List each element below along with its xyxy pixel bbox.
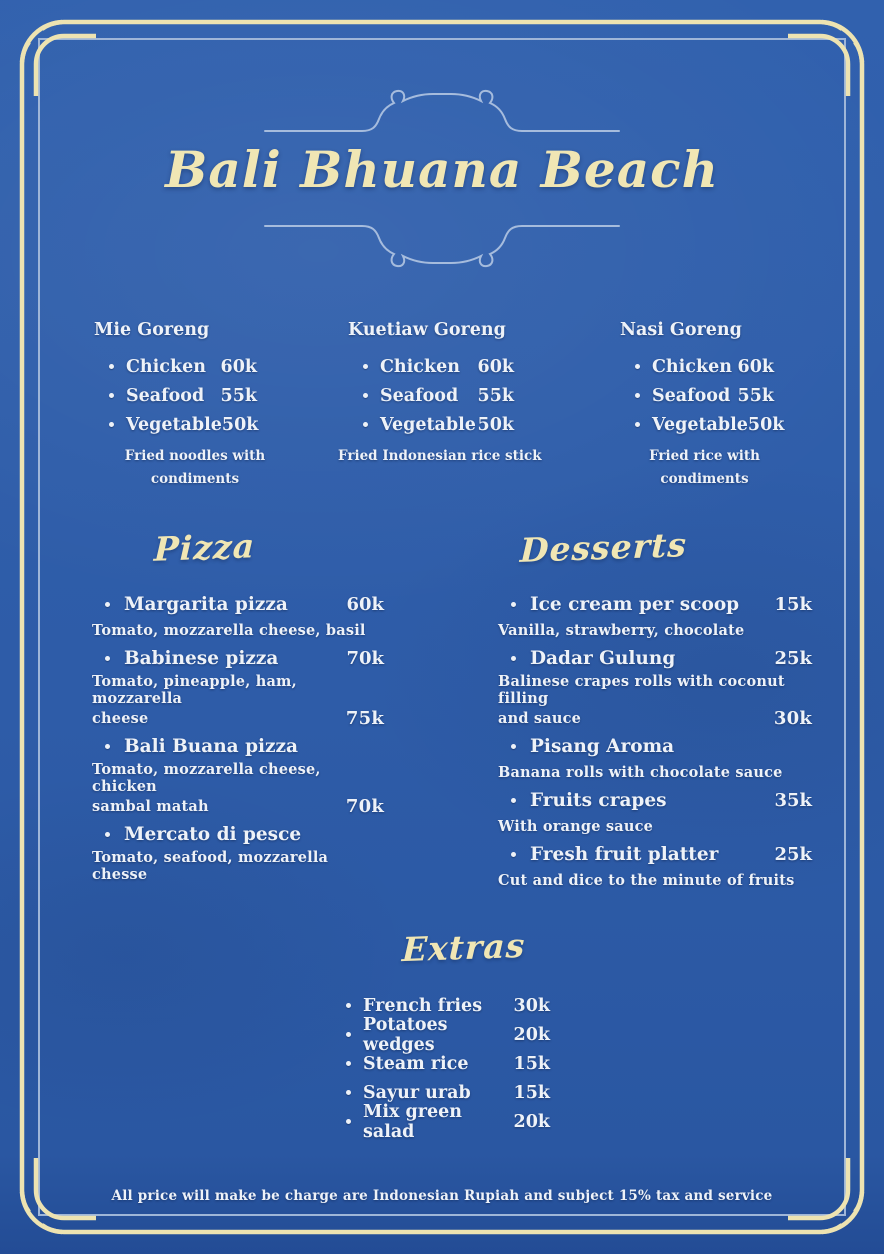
bullet-dot-icon	[105, 602, 110, 607]
item-text: cheese	[92, 709, 149, 727]
item-price: 70k	[345, 795, 384, 817]
bullet-dot-icon	[511, 656, 516, 661]
menu-item-row	[330, 1049, 550, 1078]
bullet-dot-icon	[363, 393, 368, 398]
section-header: Extras	[401, 925, 527, 970]
item-name: Vegetable	[126, 414, 222, 435]
section-pizza	[92, 528, 384, 883]
bullet-dot-icon	[511, 602, 516, 607]
item-text: Banana rolls with chocolate sauce	[498, 763, 783, 781]
item-name: Sayur urab	[363, 1082, 471, 1103]
menu-row	[92, 819, 384, 849]
item-name: Chicken	[126, 356, 206, 377]
item-price: 55k	[737, 385, 774, 406]
item-name: Chicken	[652, 356, 732, 377]
section-header: Desserts	[519, 525, 688, 570]
item-text: Tomato, mozzarella cheese, chicken	[92, 761, 321, 795]
footer-note: All price will make be charge are Indonesian Rupiah and subject 15% tax and service	[111, 1188, 773, 1204]
item-text: Mercato di pesce	[124, 823, 302, 845]
item-text: Tomato, mozzarella cheese, basil	[92, 621, 366, 639]
item-list	[348, 352, 514, 439]
item-price: 55k	[220, 385, 257, 406]
menu-row	[92, 707, 384, 729]
item-text: With orange sauce	[498, 817, 654, 835]
item-list	[498, 589, 812, 891]
section-nasi-goreng	[620, 320, 785, 491]
bullet-dot-icon	[346, 1003, 351, 1008]
menu-item-row	[330, 1014, 550, 1055]
section-caption: Fried noodles with condiments	[124, 448, 266, 487]
item-name: Chicken	[380, 356, 460, 377]
item-name: Seafood	[126, 385, 205, 406]
item-price: 60k	[220, 356, 257, 377]
menu-item-row	[620, 381, 774, 410]
menu-row	[498, 707, 812, 729]
bullet-dot-icon	[346, 1061, 351, 1066]
item-name: Potatoes wedges	[363, 1014, 448, 1055]
menu-row	[498, 815, 812, 837]
section-caption: Fried rice with condiments	[649, 448, 760, 487]
menu-row	[92, 849, 384, 883]
bullet-dot-icon	[105, 832, 110, 837]
menu-item-row	[620, 352, 774, 381]
section-header: Nasi Goreng	[620, 320, 742, 340]
item-name: Steam rice	[363, 1053, 469, 1074]
menu-row	[498, 761, 812, 783]
item-name: Mix green salad	[363, 1101, 462, 1142]
menu-row	[92, 673, 384, 707]
item-price: 15k	[513, 1053, 550, 1074]
item-price: 50k	[477, 414, 514, 435]
bullet-dot-icon	[511, 852, 516, 857]
section-kuetiaw-goreng	[338, 320, 542, 468]
item-list	[620, 352, 785, 439]
bullet-dot-icon	[346, 1119, 351, 1124]
item-name: Seafood	[380, 385, 459, 406]
item-text: Balinese crapes rolls with coconut filling	[498, 673, 785, 707]
menu-item-row	[330, 1101, 550, 1142]
menu-row	[92, 589, 384, 619]
item-text: Ice cream per scoop	[530, 593, 740, 615]
item-price: 55k	[477, 385, 514, 406]
menu-row	[92, 761, 384, 795]
bullet-dot-icon	[105, 744, 110, 749]
item-name: Vegetable	[652, 414, 748, 435]
item-text: Vanilla, strawberry, chocolate	[498, 621, 745, 639]
menu-row	[498, 673, 812, 707]
bullet-dot-icon	[346, 1032, 351, 1037]
menu-row	[92, 643, 384, 673]
item-text: Tomato, seafood, mozzarella chesse	[92, 849, 329, 883]
section-mie-goreng	[94, 320, 266, 491]
menu-row	[92, 795, 384, 817]
menu-row	[498, 785, 812, 815]
item-list	[92, 589, 384, 883]
item-price: 60k	[477, 356, 514, 377]
bullet-dot-icon	[109, 364, 114, 369]
menu-row	[92, 619, 384, 641]
item-price: 25k	[774, 647, 812, 669]
menu-item-row	[94, 410, 257, 439]
menu-item-row	[94, 381, 257, 410]
menu-item-row	[348, 381, 514, 410]
bullet-dot-icon	[109, 393, 114, 398]
menu-item-row	[348, 410, 514, 439]
section-header: Mie Goreng	[94, 320, 210, 340]
item-price: 50k	[221, 414, 259, 435]
item-price: 60k	[737, 356, 774, 377]
bullet-dot-icon	[635, 393, 640, 398]
item-text: Fruits crapes	[530, 789, 667, 811]
item-list	[94, 352, 257, 439]
item-price: 75k	[345, 707, 384, 729]
item-name: French fries	[363, 995, 483, 1016]
item-text: Tomato, pineapple, ham, mozzarella	[92, 673, 297, 707]
menu-row	[498, 731, 812, 761]
bullet-dot-icon	[635, 364, 640, 369]
item-price: 70k	[346, 647, 384, 669]
page-title: Bali Bhuana Beach	[165, 140, 719, 199]
item-text: Babinese pizza	[124, 647, 279, 669]
item-price: 20k	[513, 1111, 550, 1132]
section-header: Pizza	[153, 526, 256, 569]
item-text: Dadar Gulung	[530, 647, 676, 669]
item-text: Cut and dice to the minute of fruits	[498, 871, 795, 889]
item-price: 15k	[774, 593, 812, 615]
menu-row	[498, 869, 812, 891]
item-price: 50k	[747, 414, 785, 435]
section-extras	[330, 925, 550, 1142]
item-list	[330, 991, 550, 1142]
item-price: 30k	[513, 995, 550, 1016]
item-text: Bali Buana pizza	[124, 735, 299, 757]
bullet-dot-icon	[363, 364, 368, 369]
item-price: 30k	[773, 707, 812, 729]
item-name: Vegetable	[380, 414, 476, 435]
bullet-dot-icon	[511, 798, 516, 803]
menu-row	[498, 619, 812, 641]
item-text: Pisang Aroma	[530, 735, 675, 757]
menu-item-row	[620, 410, 785, 439]
menu-item-row	[348, 352, 514, 381]
menu-row	[92, 731, 384, 761]
section-header: Kuetiaw Goreng	[348, 320, 506, 340]
item-text: Margarita pizza	[124, 593, 288, 615]
menu-row	[498, 839, 812, 869]
section-caption: Fried Indonesian rice stick	[338, 448, 542, 464]
bullet-dot-icon	[105, 656, 110, 661]
item-price: 20k	[513, 1024, 550, 1045]
item-text: and sauce	[498, 709, 582, 727]
section-desserts	[498, 525, 812, 891]
bullet-dot-icon	[635, 422, 640, 427]
item-text: Fresh fruit platter	[530, 843, 719, 865]
bullet-dot-icon	[511, 744, 516, 749]
menu-item-row	[94, 352, 257, 381]
bullet-dot-icon	[363, 422, 368, 427]
item-price: 60k	[346, 593, 384, 615]
bullet-dot-icon	[109, 422, 114, 427]
bullet-dot-icon	[346, 1090, 351, 1095]
menu-row	[498, 589, 812, 619]
item-price: 25k	[774, 843, 812, 865]
menu-row	[498, 643, 812, 673]
item-text: sambal matah	[92, 797, 209, 815]
item-name: Seafood	[652, 385, 731, 406]
item-price: 35k	[774, 789, 812, 811]
item-price: 15k	[513, 1082, 550, 1103]
